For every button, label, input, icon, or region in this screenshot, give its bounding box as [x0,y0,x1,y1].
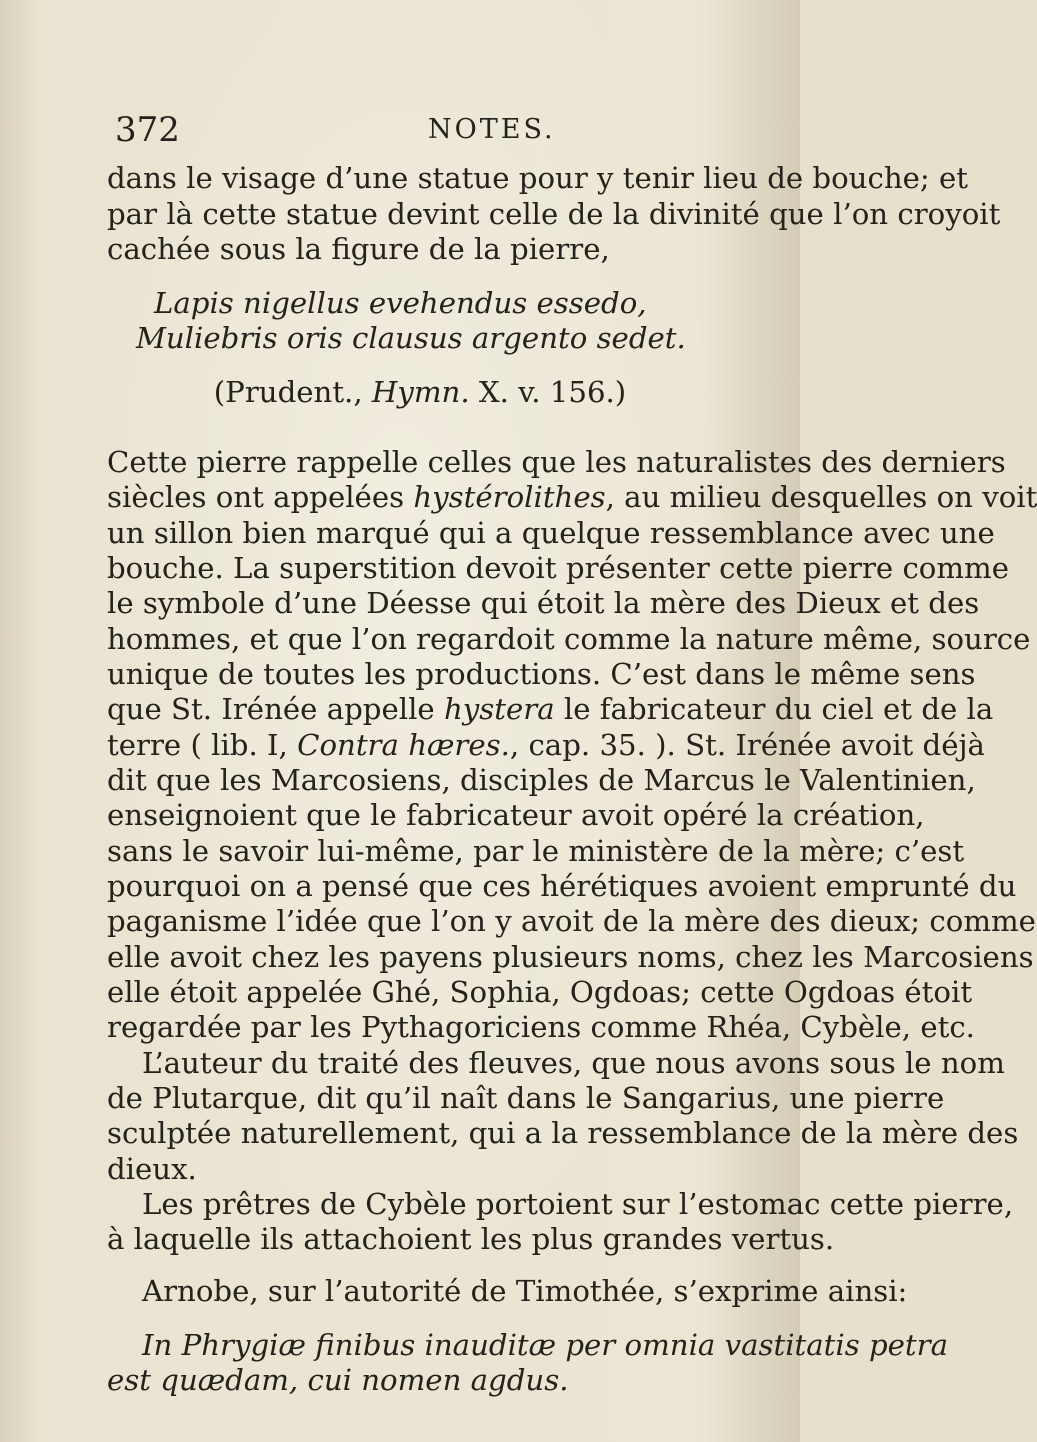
citation-ref: X. v. 156.) [469,375,627,409]
text-line: Cette pierre rappelle celles que les naturalistes des derniers [107,445,1006,479]
text-line: sculptée naturellement, qui a la ressemblance de la mère des [107,1116,1019,1150]
latin-quote-line: Muliebris oris clausus argento sedet. [136,321,686,355]
citation-work: Hymn. [371,375,470,409]
text-span: , cap. 35. ). St. Irénée avoit déjà [509,728,985,762]
text-line: le symbole d’une Déesse qui étoit la mère des Dieux et des [107,586,980,620]
running-head: NOTES. [428,114,556,145]
text-line: à laquelle ils attachoient les plus grandes vertus. [107,1222,835,1256]
text-line: elle étoit appelée Ghé, Sophia, Ogdoas; cette Ogdoas étoit [107,975,973,1009]
text-line: dans le visage d’une statue pour y tenir lieu de bouche; et [107,161,969,195]
italic-term: hystera [443,692,555,726]
text-line: cachée sous la figure de la pierre, [107,232,610,266]
text-span: le fabricateur du ciel et de la [554,692,994,726]
text-line [107,690,994,728]
text-line: pourquoi on a pensé que ces hérétiques avoient emprunté du [107,869,1017,903]
latin-quote-line: In Phrygiæ finibus inauditæ per omnia vastitatis petra [142,1328,949,1362]
text-line: dieux. [107,1152,197,1186]
text-line: hommes, et que l’on regardoit comme la nature même, source [107,622,1031,656]
page-number: 372 [115,110,180,150]
text-line: dit que les Marcosiens, disciples de Marcus le Valentinien, [107,763,976,797]
citation-line [210,373,630,411]
text-line: regardée par les Pythagoriciens comme Rhéa, Cybèle, etc. [107,1010,975,1044]
text-line: elle avoit chez les payens plusieurs noms, chez les Marcosiens [107,940,1034,974]
latin-quote-line: Lapis nigellus evehendus essedo, [154,286,647,320]
text-line: paganisme l’idée que l’on y avoit de la mère des dieux; comme [107,904,1036,938]
text-line: bouche. La superstition devoit présenter cette pierre comme [107,551,1010,585]
text-span: siècles ont appelées [107,480,414,514]
citation-author: (Prudent., [213,375,372,409]
italic-term: hystérolithes [413,480,606,514]
text-line: Les prêtres de Cybèle portoient sur l’estomac cette pierre, [142,1187,1014,1221]
text-line [107,726,985,764]
text-span: terre ( lib. I, [107,728,298,762]
text-span: , au milieu desquelles on voit [605,480,1037,514]
text-line: unique de toutes les productions. C’est dans le même sens [107,657,976,691]
text-line: un sillon bien marqué qui a quelque ressemblance avec une [107,516,995,550]
page-header [0,0,800,150]
text-line: enseignoient que le fabricateur avoit opéré la création, [107,798,925,832]
latin-quote-line: est quædam, cui nomen agdus. [107,1363,569,1397]
text-line [107,478,1037,516]
text-line: par là cette statue devint celle de la divinité que l’on croyoit [107,197,1001,231]
italic-term: Contra hæres. [297,728,510,762]
text-line: sans le savoir lui-même, par le ministère de la mère; c’est [107,834,965,868]
text-line: de Plutarque, dit qu’il naît dans le Sangarius, une pierre [107,1081,945,1115]
text-span: que St. Irénée appelle [107,692,444,726]
text-line: L’auteur du traité des fleuves, que nous avons sous le nom [142,1046,1005,1080]
text-line: Arnobe, sur l’autorité de Timothée, s’exprime ainsi: [142,1274,908,1308]
